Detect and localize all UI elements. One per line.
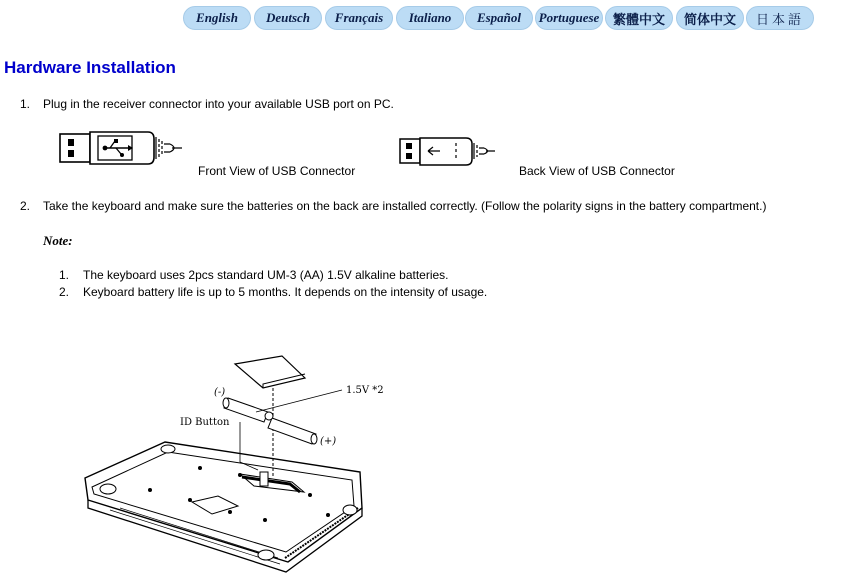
id-button-label: ID Button xyxy=(180,417,230,428)
lang-tab-simplified-chinese[interactable]: 简体中文 xyxy=(676,6,744,30)
note-1-number: 1. xyxy=(59,268,70,282)
note-label: Note: xyxy=(43,233,73,248)
note-2-number: 2. xyxy=(59,285,70,299)
lang-tab-francais[interactable]: Français xyxy=(325,6,393,30)
battery-voltage-label: 1.5V *2 xyxy=(346,385,384,396)
lang-tab-portuguese[interactable]: Portuguese xyxy=(535,6,603,30)
step-1-number: 1. xyxy=(20,97,31,111)
usb-back-caption: Back View of USB Connector xyxy=(519,164,675,178)
lang-tab-english[interactable]: English xyxy=(183,6,251,30)
minus-label: (-) xyxy=(214,387,226,398)
note-2-text: Keyboard battery life is up to 5 months. It depends on the intensity of usage. xyxy=(83,285,488,299)
step-2-number: 2. xyxy=(20,199,31,213)
lang-tab-espanol[interactable]: Español xyxy=(465,6,533,30)
plus-label: (+) xyxy=(320,436,337,447)
page-title: Hardware Installation xyxy=(4,58,176,77)
lang-tab-deutsch[interactable]: Deutsch xyxy=(254,6,322,30)
lang-tab-japanese[interactable]: 日本語 xyxy=(746,6,814,30)
usb-front-caption: Front View of USB Connector xyxy=(198,164,356,178)
keyboard-battery-diagram xyxy=(80,350,400,578)
usb-back-view-icon xyxy=(398,135,498,169)
lang-tab-traditional-chinese[interactable]: 繁體中文 xyxy=(605,6,673,30)
step-1-text: Plug in the receiver connector into your available USB port on PC. xyxy=(43,97,394,111)
note-1-text: The keyboard uses 2pcs standard UM-3 (AA) 1.5V alkaline batteries. xyxy=(83,268,449,282)
usb-front-view-icon xyxy=(58,129,188,169)
step-2-text: Take the keyboard and make sure the batteries on the back are installed correctly. (Follow the polarity signs in the battery compartment.) xyxy=(43,199,767,213)
lang-tab-italiano[interactable]: Italiano xyxy=(396,6,464,30)
language-bar xyxy=(183,6,823,31)
